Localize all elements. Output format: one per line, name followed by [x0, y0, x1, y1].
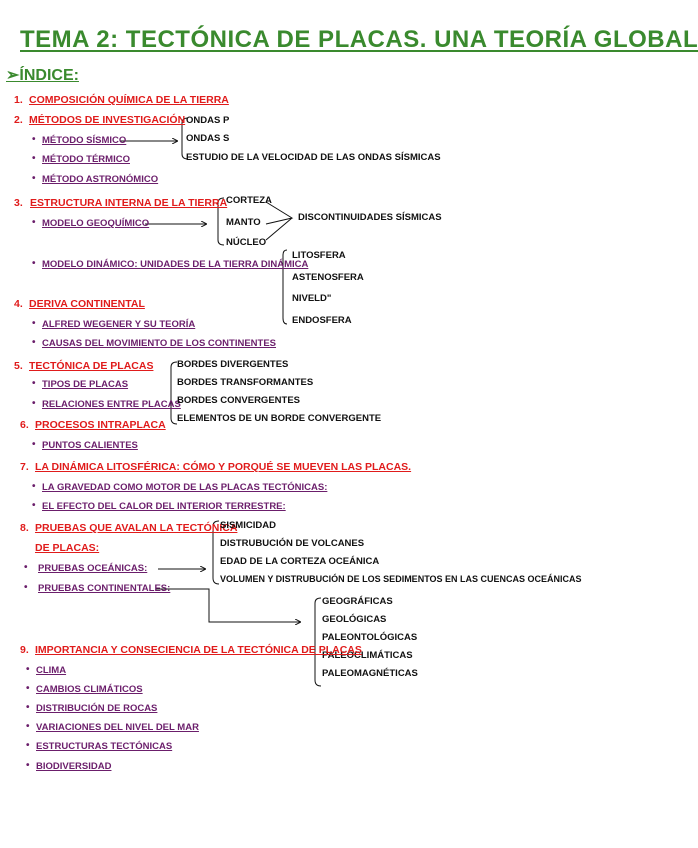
- bullet: •: [32, 439, 36, 450]
- section-heading: PROCESOS INTRAPLACA: [35, 419, 166, 431]
- list-item: PRUEBAS OCEÁNICAS:: [38, 563, 148, 574]
- list-item: PUNTOS CALIENTES: [42, 440, 138, 451]
- section-heading: ESTRUCTURA INTERNA DE LA TIERRA: [30, 197, 228, 209]
- note: DISCONTINUIDADES SÍSMICAS: [298, 212, 442, 223]
- list-item: BIODIVERSIDAD: [36, 761, 112, 772]
- bullet: •: [32, 153, 36, 164]
- note: GEOGRÁFICAS: [322, 596, 393, 607]
- list-item: CAMBIOS CLIMÁTICOS: [36, 684, 143, 695]
- page-title: TEMA 2: TECTÓNICA DE PLACAS. UNA TEORÍA GLOBAL: [20, 26, 698, 53]
- bullet: •: [32, 481, 36, 492]
- section-heading: COMPOSICIÓN QUÍMICA DE LA TIERRA: [29, 94, 229, 106]
- note: ELEMENTOS DE UN BORDE CONVERGENTE: [177, 413, 382, 424]
- bullet: •: [32, 134, 36, 145]
- bullet: •: [26, 683, 30, 694]
- note: ENDOSFERA: [292, 315, 352, 326]
- bullet: •: [26, 760, 30, 771]
- note: MANTO: [226, 217, 261, 228]
- bullet: •: [24, 582, 28, 593]
- section-heading: DERIVA CONTINENTAL: [29, 298, 145, 310]
- list-item: VARIACIONES DEL NIVEL DEL MAR: [36, 722, 199, 733]
- section-number: 7.: [20, 461, 29, 473]
- bullet: •: [32, 258, 36, 269]
- list-item: LA GRAVEDAD COMO MOTOR DE LAS PLACAS TECTÓNICAS:: [42, 482, 328, 493]
- section-heading: LA DINÁMICA LITOSFÉRICA: CÓMO Y PORQUÉ SE MUEVEN LAS PLACAS.: [35, 461, 412, 473]
- section-number: 5.: [14, 360, 23, 372]
- note: NÚCLEO: [226, 237, 267, 248]
- note: DISTRUBUCIÓN DE VOLCANES: [220, 538, 365, 549]
- note: BORDES CONVERGENTES: [177, 395, 300, 406]
- note: SISMICIDAD: [220, 520, 276, 531]
- note: LITOSFERA: [292, 250, 346, 261]
- note: ONDAS P: [186, 115, 230, 126]
- note: VOLUMEN Y DISTRUBUCIÓN DE LOS SEDIMENTOS EN LAS CUENCAS OCEÁNICAS: [220, 574, 582, 584]
- note: NIVELD": [292, 293, 332, 304]
- section-heading: MÉTODOS DE INVESTIGACIÓN: [29, 114, 186, 126]
- bullet: •: [26, 702, 30, 713]
- bullet: •: [26, 721, 30, 732]
- bullet: •: [26, 664, 30, 675]
- note: ESTUDIO DE LA VELOCIDAD DE LAS ONDAS SÍSMICAS: [186, 152, 441, 163]
- list-item: ESTRUCTURAS TECTÓNICAS: [36, 741, 173, 752]
- bullet: •: [32, 398, 36, 409]
- bullet: •: [32, 318, 36, 329]
- note: BORDES DIVERGENTES: [177, 359, 289, 370]
- bullet: •: [32, 378, 36, 389]
- join-discontinuidades: [266, 202, 292, 240]
- note: EDAD DE LA CORTEZA OCEÁNICA: [220, 556, 380, 567]
- bullet: •: [32, 500, 36, 511]
- list-item: MÉTODO TÉRMICO: [42, 154, 130, 165]
- index-heading: ➢ÍNDICE:: [6, 67, 79, 84]
- list-item: MODELO GEOQUÍMICO: [42, 218, 150, 229]
- arrow-pruebas-continentales: [156, 589, 300, 622]
- list-item: EL EFECTO DEL CALOR DEL INTERIOR TERRESTRE:: [42, 501, 286, 512]
- bullet: •: [32, 337, 36, 348]
- section-heading: PRUEBAS QUE AVALAN LA TECTÓNICA: [35, 522, 238, 534]
- list-item: DISTRIBUCIÓN DE ROCAS: [36, 703, 158, 714]
- bracket-continentales: [315, 598, 321, 686]
- section-heading: TECTÓNICA DE PLACAS: [29, 360, 154, 372]
- bullet: •: [32, 173, 36, 184]
- section-heading-continued: DE PLACAS:: [35, 542, 100, 554]
- note: PALEONTOLÓGICAS: [322, 632, 418, 643]
- note: CORTEZA: [226, 195, 272, 206]
- section-number: 9.: [20, 644, 29, 656]
- list-item: ALFRED WEGENER Y SU TEORÍA: [42, 319, 196, 330]
- section-number: 8.: [20, 522, 29, 534]
- section-heading: IMPORTANCIA Y CONSECIENCIA DE LA TECTÓNICA DE PLACAS: [35, 644, 362, 656]
- note: PALEOMAGNÉTICAS: [322, 668, 418, 679]
- section-number: 3.: [14, 197, 23, 209]
- bullet: •: [24, 562, 28, 573]
- list-item: MÉTODO SÍSMICO: [42, 135, 127, 146]
- list-item: MODELO DINÁMICO: UNIDADES DE LA TIERRA DINÁMICA: [42, 259, 309, 270]
- list-item: CAUSAS DEL MOVIMIENTO DE LOS CONTINENTES: [42, 338, 277, 349]
- note: ONDAS S: [186, 133, 230, 144]
- section-number: 1.: [14, 94, 23, 106]
- bullet: •: [32, 217, 36, 228]
- note: ASTENOSFERA: [292, 272, 364, 283]
- note: BORDES TRANSFORMANTES: [177, 377, 314, 388]
- list-item: TIPOS DE PLACAS: [42, 379, 129, 390]
- bullet: •: [26, 740, 30, 751]
- list-item: CLIMA: [36, 665, 67, 676]
- list-item: PRUEBAS CONTINENTALES:: [38, 583, 171, 594]
- note: GEOLÓGICAS: [322, 614, 387, 625]
- section-number: 4.: [14, 298, 23, 310]
- section-number: 6.: [20, 419, 29, 431]
- section-number: 2.: [14, 114, 23, 126]
- note: PALEOCLIMÁTICAS: [322, 650, 413, 661]
- list-item: RELACIONES ENTRE PLACAS: [42, 399, 181, 410]
- list-item: MÉTODO ASTRONÓMICO: [42, 174, 159, 185]
